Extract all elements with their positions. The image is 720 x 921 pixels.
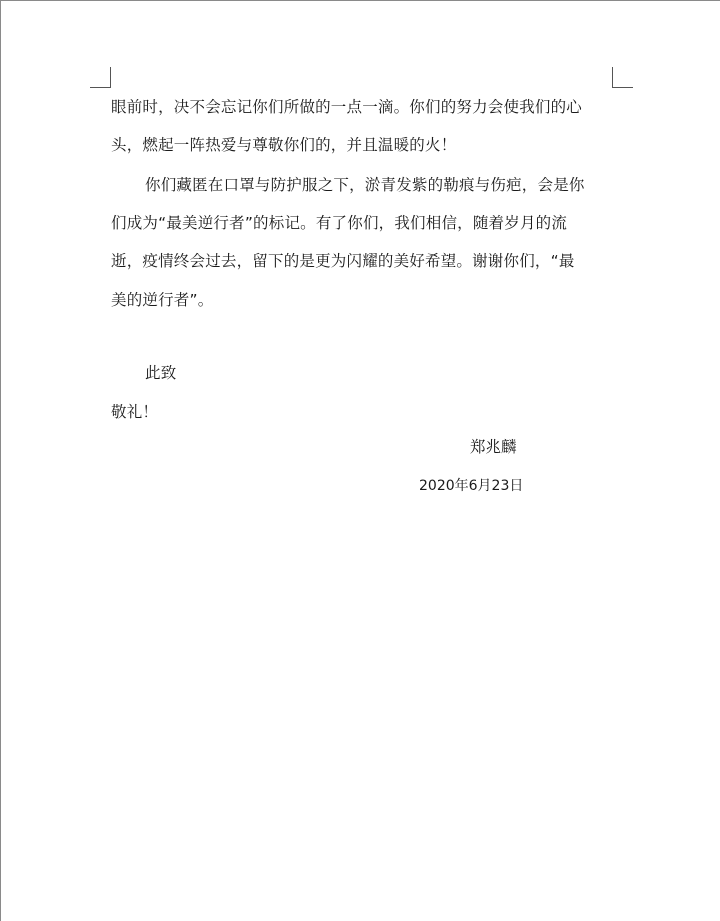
body-line-6: 美的逆行者”。 xyxy=(111,291,214,309)
body-line-3: 你们藏匿在口罩与防护服之下，淤青发紫的勒痕与伤疤，会是你 xyxy=(145,176,585,194)
closing-phrase: 此致 xyxy=(145,364,177,382)
crop-mark-top-left xyxy=(90,67,111,88)
salutation: 敬礼！ xyxy=(111,403,159,421)
body-line-1: 眼前时，决不会忘记你们所做的一点一滴。你们的努力会使我们的心 xyxy=(111,98,583,116)
body-line-4: 们成为“最美逆行者”的标记。有了你们，我们相信，随着岁月的流 xyxy=(111,214,568,232)
body-line-5: 逝，疫情终会过去，留下的是更为闪耀的美好希望。谢谢你们，“最 xyxy=(111,252,575,270)
body-line-2: 头，燃起一阵热爱与尊敬你们的，并且温暖的火！ xyxy=(111,136,457,154)
signer-name: 郑兆麟 xyxy=(470,438,517,456)
crop-mark-top-right xyxy=(612,67,633,88)
letter-date: 2020年6月23日 xyxy=(419,478,524,494)
